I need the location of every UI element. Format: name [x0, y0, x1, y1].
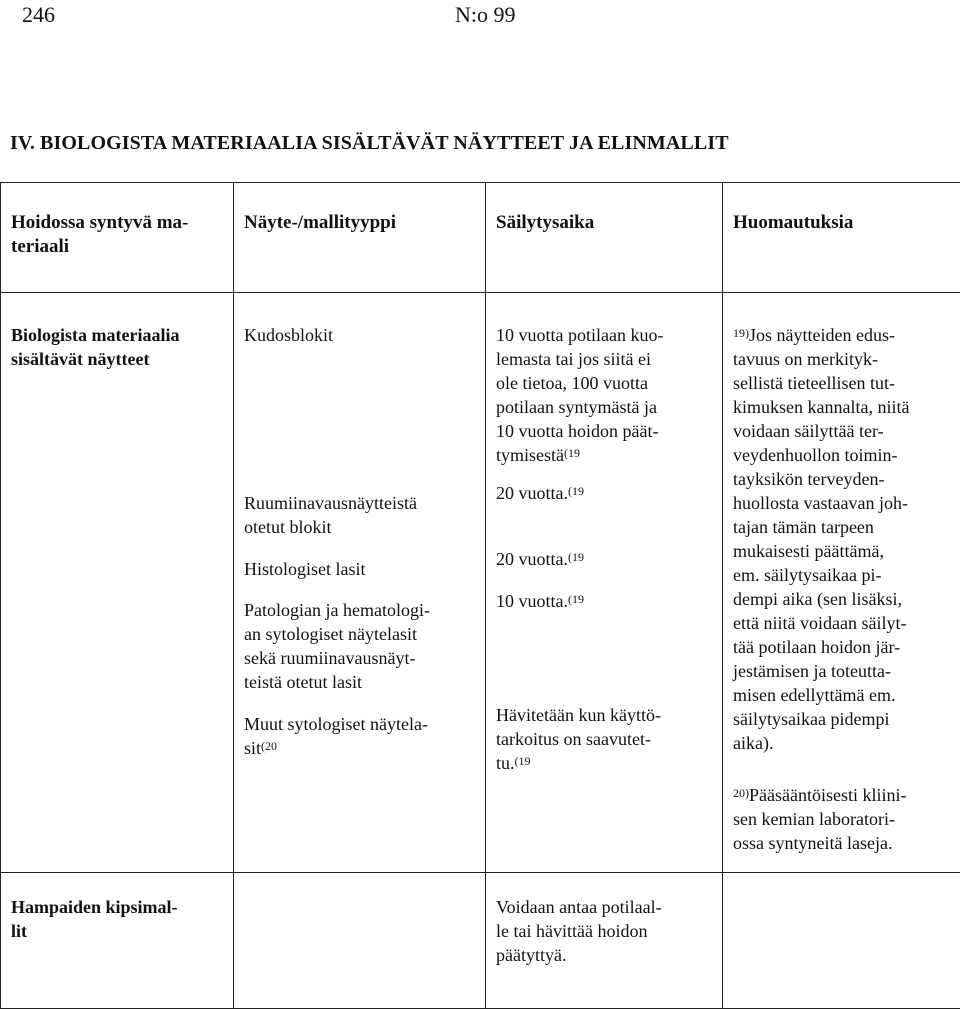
footnote-ref: (19: [564, 446, 580, 460]
header-type: Näyte-/mallityyppi: [234, 183, 486, 293]
footnote-ref: (20: [261, 739, 277, 753]
section-title: IV. BIOLOGISTA MATERIAALIA SISÄLTÄVÄT NÄYTTEET JA ELINMALLIT: [10, 132, 729, 155]
cell-notes: [723, 873, 960, 1009]
footnote-marker: 19): [733, 326, 749, 340]
cell-type: [234, 873, 486, 1009]
retention-item: 20 vuotta.$^{(19}$: [496, 547, 714, 571]
type-item: Muut sytologiset näytela- sit$^{(20}$: [244, 712, 477, 760]
footnote-ref: (19: [515, 754, 531, 768]
retention-table: [0, 182, 960, 1009]
table-row: [1, 873, 960, 1009]
type-item: Histologiset lasit: [244, 557, 477, 581]
retention-item: Hävitetään kun käyttö- tarkoitus on saavutet- tu.$^{(19}$: [496, 703, 714, 775]
cell-material: Biologista materiaalia sisältävät näytteet: [1, 293, 234, 873]
type-item: Kudosblokit: [244, 323, 477, 347]
footnote-ref: (19: [568, 592, 584, 606]
table-header-row: [1, 183, 960, 293]
header-retention: Säilytysaika: [486, 183, 723, 293]
table-row: [1, 293, 960, 873]
retention-item: 20 vuotta.$^{(19}$: [496, 481, 714, 505]
footnote-ref: (19: [568, 484, 584, 498]
cell-material: Hampaiden kipsimal- lit: [1, 873, 234, 1009]
cell-retention: Voidaan antaa potilaal- le tai hävittää hoidon päätyttyä.: [486, 873, 723, 1009]
cell-types: [234, 293, 486, 873]
retention-item: 10 vuotta potilaan kuo- lemasta tai jos siitä ei ole tietoa, 100 vuotta potilaan syntymästä ja 10 vuotta hoidon päät- tymisestä$^{(19}$: [496, 323, 714, 467]
page-number: 246: [22, 2, 55, 28]
header-notes: Huomautuksia: [723, 183, 960, 293]
footnote-marker: 20): [733, 786, 749, 800]
footnote-19: $^{19)}$Jos näytteiden edus- tavuus on merkityk- sellistä tieteellisen tut- kimuksen kannalta, niitä voidaan säilyttää ter- veydenhuollon toimin- tayksikön terveyden- huollosta vastaavan joh- tajan tämän tarpeen mukaisesti päättämä, em. säilytysaikaa pi- dempi aika (sen lisäksi, että niitä voidaan säilyt- tää potilaan hoidon jär- jestämisen ja toteutta- misen edellyttämä em. säilytysaikaa pidempi aika).: [733, 323, 954, 755]
footnote-20: $^{20)}$Pääsääntöisesti kliini- sen kemian laboratori- ossa syntyneitä laseja.: [733, 783, 954, 855]
cell-retention: [486, 293, 723, 873]
footnote-ref: (19: [568, 550, 584, 564]
type-item: Ruumiinavausnäytteistä otetut blokit: [244, 491, 477, 539]
type-item: Patologian ja hematologi- an sytologiset näytelasit sekä ruumiinavausnäyt- teistä otetut lasit: [244, 598, 477, 694]
issue-number: N:o 99: [455, 2, 516, 28]
retention-item: 10 vuotta.$^{(19}$: [496, 589, 714, 613]
cell-notes: [723, 293, 960, 873]
header-material: Hoidossa syntyvä ma- teriaali: [1, 183, 234, 293]
